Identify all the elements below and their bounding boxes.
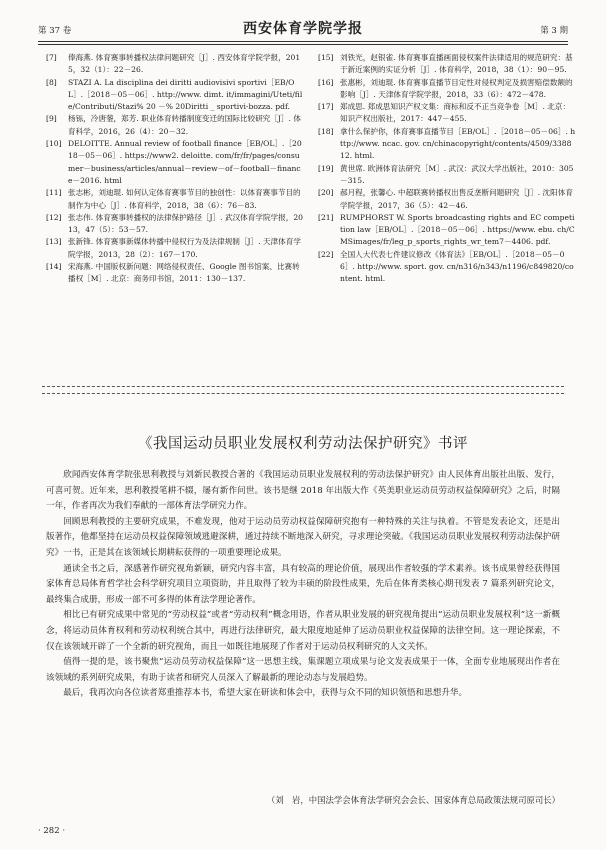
reference-item <box>46 187 304 212</box>
article-paragraph: 最后，我再次向各位读者郑重推荐本书，希望大家在研读和体会中，获得与众不同的知识领悟和思想升华。 <box>63 688 468 699</box>
article-body <box>46 468 560 702</box>
reference-item <box>318 126 576 163</box>
reference-number: [7] <box>46 53 57 62</box>
reference-item <box>46 77 304 114</box>
article-paragraph: 通读全书之后，深感著作研究视角新颖，研究内容丰富，具有较高的理论价值，展现出作者较强的学术素养。该书成果曾经获得国家体育总局体育哲学社会科学研究项目立项资助，并且取得了较为丰硕的阶段性成果，先后在体育类核心期刊发表 7 篇系列研究论文，最终集合成册，形成一部不可多得的体育法学理论著作。 <box>46 563 560 605</box>
reference-number: [21] <box>318 212 334 222</box>
page-number: · 282 · <box>38 826 66 836</box>
reference-number: [9] <box>46 114 57 124</box>
reference-text: 郑成思. 郑成思知识产权文集：商标和反不正当竞争卷［M］. 北京：知识产权出版社，2017：447－455. <box>340 102 571 124</box>
reference-item <box>46 212 304 237</box>
reference-number: [20] <box>318 188 334 198</box>
reference-item <box>318 52 576 77</box>
reference-number: [19] <box>318 163 334 173</box>
reference-item <box>46 52 304 77</box>
reference-text: 郝月程，张馨心. 中超联赛转播权出售反垄断问题研究［J］. 沈阳体育学院学报，2017，36（5）：42－46. <box>340 188 573 210</box>
reference-item <box>318 249 576 286</box>
reference-number: [17] <box>318 102 334 112</box>
reference-text: 宋海燕. 中国版权新问题：网络侵权责任、Google 图书馆案、比赛转播权［M］. 北京：商务印书馆，2011：130－137. <box>68 262 300 284</box>
reference-item <box>318 77 576 102</box>
volume-label: 第 37 卷 <box>38 26 72 36</box>
reference-number: [11] <box>46 188 62 198</box>
page-header <box>38 18 568 40</box>
issue-label: 第 3 期 <box>540 26 568 36</box>
references-left-column <box>46 52 304 286</box>
reference-text: 张志伟. 体育赛事转播权的法律保护路径［J］. 武汉体育学院学报，2013，47（5）：53－57. <box>68 212 303 235</box>
article-signature: （刘 岩，中国法学会体育法学研究会会长、国家体育总局政策法规司原司长） <box>266 795 560 805</box>
reference-text: RUMPHORST W. Sports broadcasting rights and EC competition law［EB/OL］.［2018－05－06］. https://www. ebu. ch/CMSimages/fr/leg_p_sports_rights_wr_tem7－4406. pdf. <box>340 212 575 247</box>
reference-number: [15] <box>318 53 334 62</box>
article-paragraph: 欣闻西安体育学院张思利教授与刘新民教授合著的《我国运动员职业发展权利的劳动法保护研究》由人民体育出版社出版、发行，可喜可贺。近年来，思利教授笔耕不辍，屡有新作问世。该书是继 2018 年出版大作《英美职业运动员劳动权益保障研究》之后，时隔一年，作者再次为我们奉献的一部体育法学研究力作。 <box>46 470 560 512</box>
article-paragraph: 相比已有研究成果中常见的“劳动权益”或者“劳动权利”概念用语，作者从职业发展的研究视角提出“运动员职业发展权利”这一新概念，将运动员体育权利和劳动权利统合其中，再进行法律研究，最大限度地延伸了运动员职业权益保障的法律空间。这一理论探索，不仅在该领域开辟了一个全新的研究视角，而且一如既往地展现了作者对于运动员权利研究的人文关怀。 <box>46 610 560 652</box>
reference-number: [16] <box>318 77 334 87</box>
reference-text: 俸海燕. 体育赛事转播权法律问题研究［J］. 西安体育学院学报，2015，32（1）：22－26. <box>68 53 301 75</box>
reference-text: 拿什么保护你，体育赛事直播节目［EB/OL］.［2018－05－06］. http://www. ncac. gov. cn/chinacopyright/contents/4509/338812. html. <box>340 126 576 161</box>
reference-number: [18] <box>318 126 334 136</box>
reference-item <box>318 163 576 188</box>
journal-title: 西安体育学院学报 <box>243 21 363 37</box>
reference-text: 张新锋. 体育赛事新媒体转播中侵权行为及法律规制［J］. 天津体育学院学报，2013，28（2）：167－170. <box>68 237 301 259</box>
reference-item <box>46 138 304 187</box>
article-title: 《我国运动员职业发展权利劳动法保护研究》书评 <box>138 436 468 452</box>
reference-number: [12] <box>46 212 62 222</box>
reference-number: [10] <box>46 139 62 149</box>
reference-item <box>318 101 576 126</box>
reference-number: [13] <box>46 237 62 247</box>
reference-text: DELOITTE. Annual review of football finance［EB/OL］.［2018－05－06］. https://www2. deloitte. com/fr/fr/pages/consumer－business/articles/annual－review－of－football－finance－2016. html <box>68 139 302 185</box>
reference-text: 刘铁光，赵银雀. 体育赛事直播画面侵权案件法律适用的规范研究：基于新近案例的实证分析［J］. 体育科学，2018，38（1）：90－95. <box>340 53 573 75</box>
reference-text: 杨铄，冷唐蓥，郑芳. 职业体育转播制度变迁的国际比较研究［J］. 体育科学，2016，26（4）：20－32. <box>68 114 301 136</box>
reference-item <box>46 261 304 286</box>
reference-item <box>318 212 576 249</box>
reference-text: 张志彬，刘迪琨. 如何认定体育赛事节目的独创性：以体育赛事节目的制作为中心［J］. 体育科学，2018，38（6）：76－83. <box>68 188 301 210</box>
reference-text: 张惠彬，刘迪琨. 体育赛事直播节目定性对侵权判定及损害赔偿数额的影响［J］. 天津体育学院学报，2018，33（6）：472－478. <box>340 77 573 99</box>
reference-item <box>46 113 304 138</box>
reference-item <box>46 236 304 261</box>
section-divider <box>42 386 564 394</box>
reference-item <box>318 187 576 212</box>
reference-text: 黄世席. 欧洲体育法研究［M］. 武汉：武汉大学出版社，2010：305－315. <box>340 163 574 185</box>
reference-number: [14] <box>46 262 62 272</box>
references-right-column <box>318 52 576 286</box>
reference-text: STAZI A. La disciplina dei diritti audiovisivi sportivi［EB/OL］.［2018－05－06］. http://www. dimt. it/immagini/Uteti/file/Contributi/Stazi% 20 －% 20Diritti _ sportivi-bozza. pdf. <box>68 77 303 112</box>
article-paragraph: 回顾思利教授的主要研究成果，不难发现，他对于运动员劳动权益保障研究抱有一种特殊的关注与执着。不管是发表论文，还是出版著作，他都坚持在运动员权益保障领域逃避深耕，通过持续不断地深入研究，寻求理论突破。《我国运动员职业发展权利劳动法保护研究》一书，正是其在该领域长期耕耘获得的一项重要理论成果。 <box>46 516 560 558</box>
reference-number: [22] <box>318 249 334 259</box>
reference-number: [8] <box>46 77 57 87</box>
header-rule <box>38 41 568 45</box>
reference-text: 全国人大代表七件建议修改《体育法》［EB/OL］.［2018－05－06］. http://www. sport. gov. cn/n316/n343/n1196/c849820/content. html. <box>340 249 574 284</box>
article-paragraph: 值得一提的是，该书聚焦“运动员劳动权益保障”这一思想主线，集课题立项成果与论文发表成果于一体，全面专业地展现出作者在该领域的系列研究成果，有助于读者和研究人员深入了解最新的理论动态与发展趋势。 <box>46 657 560 683</box>
